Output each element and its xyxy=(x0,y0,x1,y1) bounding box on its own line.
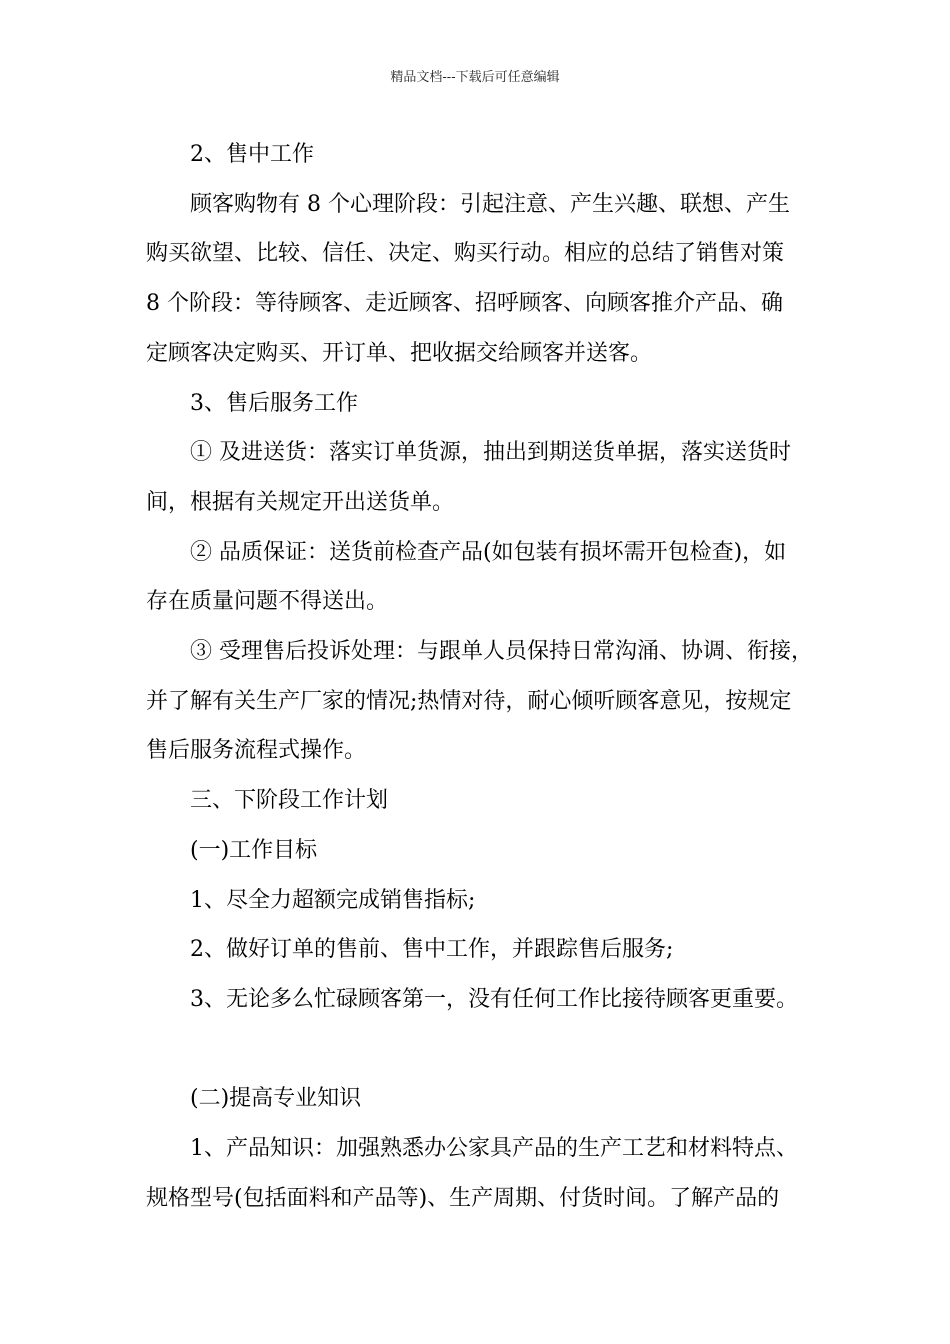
paragraph-line: ① 及进送货：落实订单货源，抽出到期送货单据，落实送货时 xyxy=(190,440,791,466)
paragraph-line: ② 品质保证：送货前检查产品(如包装有损坏需开包检查)，如 xyxy=(190,539,787,565)
heading-after-sale: 3、售后服务工作 xyxy=(190,390,358,416)
heading-during-sale: 2、售中工作 xyxy=(190,142,314,167)
list-item: 1、尽全力超额完成销售指标; xyxy=(190,887,476,913)
paragraph-line: ③ 受理售后投诉处理：与跟单人员保持日常沟涌、协调、衔接， xyxy=(190,639,813,665)
blank-line xyxy=(146,1025,811,1075)
section-heading-next-plan: 三、下阶段工作计划 xyxy=(190,788,389,814)
paragraph-line: 顾客购物有 8 个心理阶段：引起注意、产生兴趣、联想、产生 xyxy=(190,191,790,217)
paragraph-line: 购买欲望、比较、信任、决定、购买行动。相应的总结了销售对策 xyxy=(146,241,785,267)
paragraph-line: 1、产品知识：加强熟悉办公家具产品的生产工艺和材料特点、 xyxy=(190,1136,798,1162)
paragraph-line: 定顾客决定购买、开订单、把收据交给顾客并送客。 xyxy=(146,340,653,366)
paragraph-line: 售后服务流程式操作。 xyxy=(146,738,367,764)
subheading-professional-knowledge: (二)提高专业知识 xyxy=(190,1086,362,1112)
list-item: 2、做好订单的售前、售中工作，并跟踪售后服务; xyxy=(190,937,674,963)
page-header: 精品文档---下载后可任意编辑 xyxy=(390,70,560,85)
document-body xyxy=(146,130,811,1223)
paragraph-line: 存在质量问题不得送出。 xyxy=(146,589,389,615)
list-item: 3、无论多么忙碌顾客第一，没有任何工作比接待顾客更重要。 xyxy=(190,986,798,1012)
paragraph-line: 规格型号(包括面料和产品等)、生产周期、付货时间。了解产品的 xyxy=(146,1185,780,1211)
subheading-work-goals: (一)工作目标 xyxy=(190,837,318,863)
paragraph-line: 8 个阶段：等待顾客、走近顾客、招呼顾客、向顾客推介产品、确 xyxy=(146,291,783,317)
paragraph-line: 间，根据有关规定开出送货单。 xyxy=(146,489,455,515)
paragraph-line: 并了解有关生产厂家的情况;热情对待，耐心倾听顾客意见，按规定 xyxy=(146,688,792,714)
